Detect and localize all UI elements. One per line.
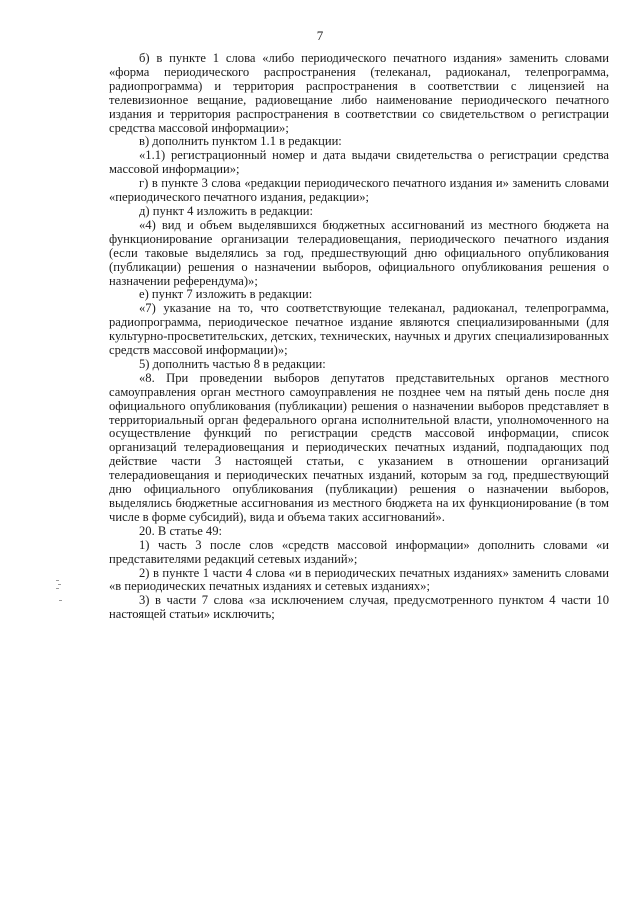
paragraph-item-7-text: «7) указание на то, что соответствующие телеканал, радиоканал, телепрограмма, радиопрограмма, периодическое печатное издание являются специализированными (для культурно-просветительских, детских, технических, научных и других специализированных средств массовой информации)»; (109, 301, 609, 358)
document-body (109, 52, 609, 622)
paragraph-1-part-3: 1) часть 3 после слов «средств массовой информации» дополнить словами «и представителями редакций сетевых изданий»; (109, 537, 609, 566)
paragraph-d-item-4: д) пункт 4 изложить в редакции: (139, 203, 314, 218)
paragraph-b-item-1: б) в пункте 1 слова «либо периодического печатного издания» заменить словами «форма периодического распространения (телеканал, радиоканал, телепрограмма, радиопрограмма) и территория распространения в соответствии с лицензией на телевизионное вещание, радиовещание либо наименование периодического печатного издания и территория распространения в соответствии со свидетельством о регистрации средства массовой информации»; (109, 51, 609, 135)
paragraph-20-article-49: 20. В статье 49: (139, 523, 223, 538)
paragraph-5-add-part-8: 5) дополнить частью 8 в редакции: (139, 356, 326, 371)
paragraph-item-1-1-text: «1.1) регистрационный номер и дата выдачи свидетельства о регистрации средства массовой информации»; (109, 148, 609, 177)
paragraph-e-item-7: е) пункт 7 изложить в редакции: (139, 287, 313, 302)
paragraph-part-8-text: «8. При проведении выборов депутатов представительных органов местного самоуправления орган местного самоуправления не позднее чем на пятый день после дня официального опубликования (публикации) решения о назначении выборов представляет в территориальный орган федерального органа исполнительной власти, уполномоченного на осуществление функций по регистрации средств массовой информации, список организаций телерадиовещания и периодических печатных изданий, подпадающих под действие части 3 настоящей статьи, с указанием в отношении организаций телерадиовещания и периодических печатных изданий, которым за год, предшествующий дню официального опубликования (публикации) решения о назначении выборов, выделялись бюджетные ассигнования из местного бюджета на их функционирование (в том числе в форме субсидий), вида и объема таких ассигнований». (109, 370, 609, 524)
paragraph-g-item-3: г) в пункте 3 слова «редакции периодического печатного издания и» заменить словами «периодического печатного издания, редакции»; (109, 176, 609, 205)
paragraph-3-part-7: 3) в части 7 слова «за исключением случая, предусмотренного пунктом 4 части 10 настоящей статьи» исключить; (109, 593, 609, 622)
scan-margin-marks (54, 578, 64, 608)
page-number: 7 (316, 28, 324, 43)
paragraph-item-4-text: «4) вид и объем выделявшихся бюджетных ассигнований из местного бюджета на функционирование организации телерадиовещания, периодического печатного издания (если таковые выделялись за год, предшествующий дню официального опубликования (публикации) решения о назначении выборов, официального опубликования решения о назначении референдума)»; (109, 217, 609, 288)
paragraph-2-part-4: 2) в пункте 1 части 4 слова «и в периодических печатных изданиях» заменить словами «в периодических печатных изданиях и сетевых изданиях»; (109, 565, 609, 594)
paragraph-v-add-item-1-1: в) дополнить пунктом 1.1 в редакции: (139, 134, 342, 149)
